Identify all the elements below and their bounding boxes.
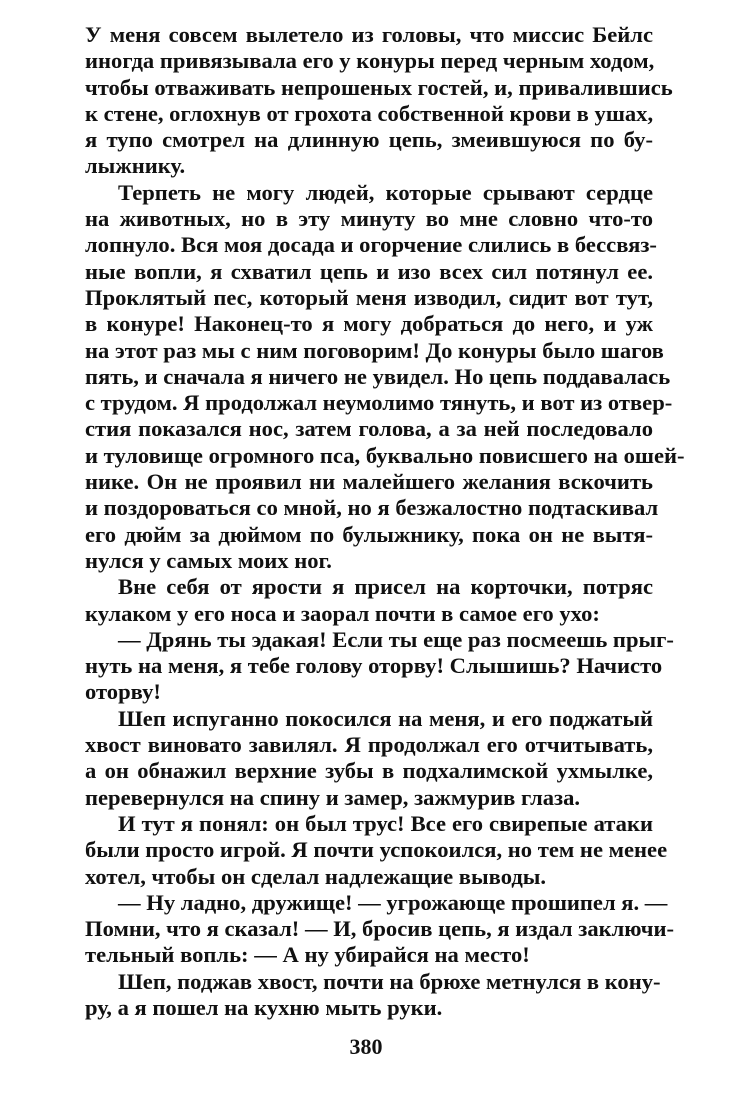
text-line: — Дрянь ты эдакая! Если ты еще раз посмеешь прыг-	[118, 626, 674, 652]
text-line: его дюйм за дюймом по булыжнику, пока он не вытя-	[85, 521, 653, 547]
text-line: а он обнажил верхние зубы в подхалимской ухмылке,	[85, 758, 653, 784]
paragraph	[85, 626, 674, 706]
text-line: ные вопли, я схватил цепь и изо всех сил потянул ее.	[85, 258, 653, 284]
text-line: хвост виновато завилял. Я продолжал его отчитывать,	[85, 732, 653, 758]
text-line: я тупо смотрел на длинную цепь, змеившуюся по бу-	[85, 127, 653, 153]
text-line: на животных, но в эту минуту во мне словно что-то	[85, 206, 653, 232]
text-line: были просто игрой. Я почти успокоился, но тем не менее	[85, 837, 668, 863]
paragraph	[85, 574, 653, 627]
text-line: пять, и сначала я ничего не увидел. Но цепь поддавалась	[85, 363, 671, 389]
text-line: иногда привязывала его у конуры перед черным ходом,	[85, 48, 655, 74]
text-line: И тут я понял: он был трус! Все его свирепые атаки	[118, 810, 653, 836]
text-line: тельный вопль: — А ну убирайся на место!	[85, 942, 530, 968]
text-line: нике. Он не проявил ни малейшего желания вскочить	[85, 469, 653, 495]
paragraph	[85, 968, 661, 1022]
text-line: лопнуло. Вся моя досада и огорчение слились в бессвяз-	[85, 232, 657, 258]
text-line: и туловище огромного пса, буквально повисшего на ошей-	[85, 442, 685, 468]
text-line: Проклятый пес, который меня изводил, сидит вот тут,	[85, 284, 653, 310]
text-line: Вне себя от ярости я присел на корточки, потряс	[118, 574, 653, 600]
text-line: хотел, чтобы он сделал надлежащие выводы.	[85, 863, 547, 889]
text-line: нуть на меня, я тебе голову оторву! Слышишь? Начисто	[85, 653, 663, 679]
page-number: 380	[349, 1034, 383, 1059]
text-line: чтобы отваживать непрошеных гостей, и, привалившись	[85, 74, 673, 100]
paragraph	[85, 706, 653, 811]
page-body	[85, 22, 685, 1021]
text-line: кулаком у его носа и заорал почти в самое его ухо:	[85, 600, 600, 626]
text-line: перевернулся на спину и замер, зажмурив глаза.	[85, 784, 581, 810]
text-line: У меня совсем вылетело из головы, что миссис Бейлс	[85, 22, 653, 47]
text-line: на этот раз мы с ним поговорим! До конуры было шагов	[85, 337, 664, 363]
paragraph	[85, 22, 673, 180]
text-line: в конуре! Наконец-то я могу добраться до него, и уж	[85, 311, 653, 337]
text-line: с трудом. Я продолжал неумолимо тянуть, и вот из отвер-	[85, 390, 673, 416]
text-line: лыжнику.	[85, 153, 186, 179]
text-line: Шеп испуганно покосился на меня, и его поджатый	[118, 705, 653, 731]
text-line: оторву!	[85, 679, 161, 705]
text-line: стия показался нос, затем голова, а за ней последовало	[85, 416, 653, 442]
text-line: нулся у самых моих ног.	[85, 547, 332, 573]
text-line: к стене, оглохнув от грохота собственной крови в ушах,	[85, 100, 654, 126]
text-line: и поздороваться со мной, но я безжалостно подтаскивал	[85, 495, 659, 521]
paragraph	[85, 810, 668, 890]
text-line: Шеп, поджав хвост, почти на брюхе метнулся в кону-	[118, 968, 661, 994]
text-line: — Ну ладно, дружище! — угрожающе прошипел я. —	[118, 889, 668, 915]
text-line: Терпеть не могу людей, которые срывают сердце	[118, 179, 653, 205]
text-line: ру, а я пошел на кухню мыть руки.	[85, 994, 443, 1020]
text-line: Помни, что я сказал! — И, бросив цепь, я издал заключи-	[85, 916, 674, 942]
paragraph	[85, 889, 674, 969]
paragraph	[85, 179, 685, 574]
